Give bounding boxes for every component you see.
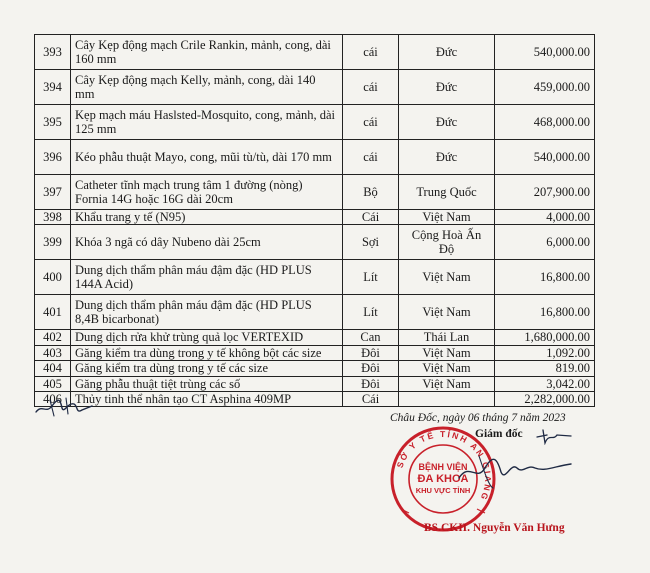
- origin-cell: [399, 391, 495, 406]
- unit-cell: cái: [343, 105, 399, 140]
- origin-cell: Việt Nam: [399, 210, 495, 225]
- row-number-cell: 399: [35, 225, 71, 260]
- table-row: [35, 361, 595, 376]
- table-row: [35, 376, 595, 391]
- unit-cell: Đôi: [343, 376, 399, 391]
- origin-cell: Việt Nam: [399, 345, 495, 360]
- table-row: [35, 210, 595, 225]
- unit-price-cell: 6,000.00: [495, 225, 595, 260]
- row-number-cell: 402: [35, 330, 71, 345]
- table-row: [35, 391, 595, 406]
- unit-price-cell: 16,800.00: [495, 260, 595, 295]
- item-name-cell: Găng kiểm tra dùng trong y tế các size: [71, 361, 343, 376]
- origin-cell: Việt Nam: [399, 295, 495, 330]
- unit-price-cell: 540,000.00: [495, 140, 595, 175]
- table-row: [35, 345, 595, 360]
- row-number-cell: 394: [35, 70, 71, 105]
- row-number-cell: 403: [35, 345, 71, 360]
- unit-price-cell: 819.00: [495, 361, 595, 376]
- signer-name: BS.CKII. Nguyễn Văn Hưng: [424, 522, 565, 534]
- item-name-cell: Cây Kẹp động mạch Crile Rankin, mảnh, cong, dài 160 mm: [71, 35, 343, 70]
- item-name-cell: Khóa 3 ngã có dây Nubeno dài 25cm: [71, 225, 343, 260]
- stamp-line-1: BỆNH VIỆN: [418, 462, 468, 472]
- origin-cell: Việt Nam: [399, 376, 495, 391]
- table-body: [35, 35, 595, 407]
- unit-cell: Lít: [343, 295, 399, 330]
- row-number-cell: 393: [35, 35, 71, 70]
- unit-cell: Sợi: [343, 225, 399, 260]
- stamp-line-2: ĐA KHOA: [417, 473, 469, 485]
- item-name-cell: Kéo phẫu thuật Mayo, cong, mũi tù/tù, dài 170 mm: [71, 140, 343, 175]
- stamp-ring-text: SỞ Y TẾ TỈNH AN GIANG: [394, 428, 494, 503]
- signer-title: Giám đốc: [475, 428, 523, 440]
- row-number-cell: 398: [35, 210, 71, 225]
- unit-cell: Cái: [343, 391, 399, 406]
- stamp-line-3: KHU VỰC TỈNH: [415, 486, 471, 495]
- table-row: [35, 295, 595, 330]
- table-row: [35, 140, 595, 175]
- unit-cell: Bộ: [343, 175, 399, 210]
- item-name-cell: Dung dịch thẩm phân máu đậm đặc (HD PLUS 144A Acid): [71, 260, 343, 295]
- unit-cell: cái: [343, 35, 399, 70]
- origin-cell: Đức: [399, 140, 495, 175]
- row-number-cell: 396: [35, 140, 71, 175]
- origin-cell: Đức: [399, 105, 495, 140]
- unit-cell: Lít: [343, 260, 399, 295]
- origin-cell: Việt Nam: [399, 361, 495, 376]
- item-name-cell: Catheter tĩnh mạch trung tâm 1 đường (nòng) Fornia 14G hoặc 16G dài 20cm: [71, 175, 343, 210]
- table-row: [35, 70, 595, 105]
- unit-cell: Cái: [343, 210, 399, 225]
- row-number-cell: 397: [35, 175, 71, 210]
- origin-cell: Đức: [399, 70, 495, 105]
- row-number-cell: 404: [35, 361, 71, 376]
- item-name-cell: Kẹp mạch máu Haslsted-Mosquito, cong, mảnh, dài 125 mm: [71, 105, 343, 140]
- unit-cell: cái: [343, 140, 399, 175]
- unit-cell: Đôi: [343, 345, 399, 360]
- origin-cell: Thái Lan: [399, 330, 495, 345]
- origin-cell: Trung Quốc: [399, 175, 495, 210]
- signing-place-date: Châu Đốc, ngày 06 tháng 7 năm 2023: [390, 412, 566, 424]
- margin-initials-signature: [30, 392, 100, 422]
- row-number-cell: 401: [35, 295, 71, 330]
- table-row: [35, 330, 595, 345]
- table-row: [35, 105, 595, 140]
- item-name-cell: Dung dịch rửa khử trùng quả lọc VERTEXID: [71, 330, 343, 345]
- item-name-cell: Thủy tinh thể nhân tạo CT Asphina 409MP: [71, 391, 343, 406]
- table-row: [35, 35, 595, 70]
- unit-price-cell: 16,800.00: [495, 295, 595, 330]
- table-row: [35, 175, 595, 210]
- supply-price-table: [34, 34, 595, 407]
- unit-cell: Can: [343, 330, 399, 345]
- unit-price-cell: 1,680,000.00: [495, 330, 595, 345]
- origin-cell: Việt Nam: [399, 260, 495, 295]
- unit-price-cell: 1,092.00: [495, 345, 595, 360]
- row-number-cell: 405: [35, 376, 71, 391]
- table-row: [35, 225, 595, 260]
- unit-price-cell: 207,900.00: [495, 175, 595, 210]
- unit-price-cell: 4,000.00: [495, 210, 595, 225]
- item-name-cell: Cây Kẹp động mạch Kelly, mảnh, cong, dài 140 mm: [71, 70, 343, 105]
- unit-price-cell: 2,282,000.00: [495, 391, 595, 406]
- item-name-cell: Găng phẫu thuật tiệt trùng các số: [71, 376, 343, 391]
- item-name-cell: Khẩu trang y tế (N95): [71, 210, 343, 225]
- row-number-cell: 406: [35, 391, 71, 406]
- row-number-cell: 395: [35, 105, 71, 140]
- unit-price-cell: 3,042.00: [495, 376, 595, 391]
- unit-price-cell: 468,000.00: [495, 105, 595, 140]
- title-initials-signature: [535, 427, 575, 445]
- unit-price-cell: 459,000.00: [495, 70, 595, 105]
- item-name-cell: Dung dịch thẩm phân máu đậm đặc (HD PLUS 8,4B bicarbonat): [71, 295, 343, 330]
- origin-cell: Cộng Hoà Ấn Độ: [399, 225, 495, 260]
- origin-cell: Đức: [399, 35, 495, 70]
- unit-price-cell: 540,000.00: [495, 35, 595, 70]
- unit-cell: cái: [343, 70, 399, 105]
- item-name-cell: Găng kiểm tra dùng trong y tế không bột các size: [71, 345, 343, 360]
- unit-cell: Đôi: [343, 361, 399, 376]
- table-row: [35, 260, 595, 295]
- director-signature: [455, 448, 575, 492]
- row-number-cell: 400: [35, 260, 71, 295]
